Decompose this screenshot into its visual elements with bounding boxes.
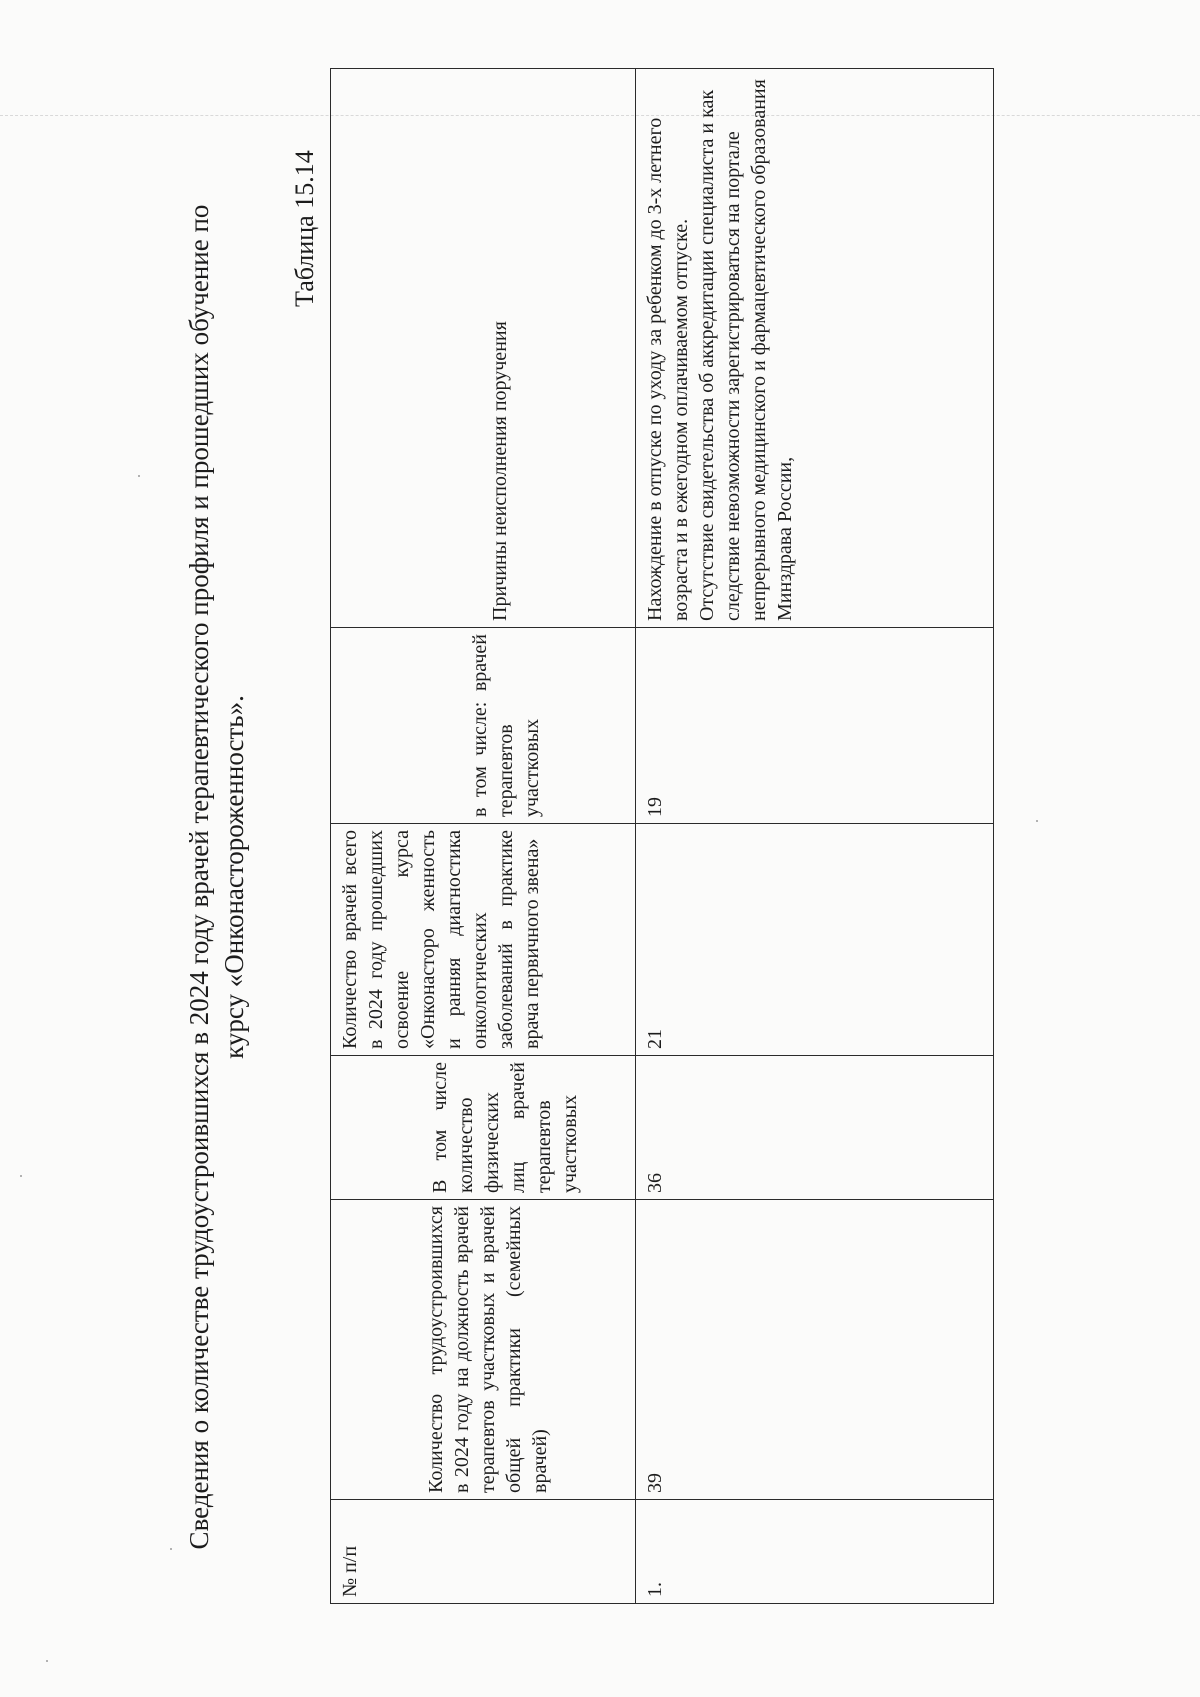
cell-trained-total: 21 <box>636 824 994 1056</box>
cell-reasons: Нахождение в отпуске по уходу за ребенком до 3-х летнего возраста и в ежегодном оплачиваемом отпуске. Отсутствие свидетельства об аккредитации специалиста и как следствие невозможности зарегистрироваться на портале непрерывного медицинского и фармацевтического образования Минздрава России, <box>636 69 994 628</box>
header-text: Количество трудоустроившихся в 2024 году на должность врачей терапевтов участковых и врачей общей практики (семейных врачей) <box>425 1206 551 1493</box>
data-table <box>330 68 994 1604</box>
header-cell-number <box>331 1500 636 1604</box>
cell-employed: 39 <box>636 1200 994 1500</box>
cell-of-which-therapists: 36 <box>636 1056 994 1200</box>
header-cell-therapists <box>331 1056 636 1200</box>
header-text: Причины неисполнения поручения <box>489 321 511 621</box>
table-row <box>636 69 994 1604</box>
header-cell-employed <box>331 1200 636 1500</box>
header-text: Количество врачей всего в 2024 году прошедших освоение курса «Онконасторо женность и ранняя диагностика онкологических заболеваний в практике врача первичного звена» <box>339 830 543 1049</box>
header-cell-trained-total <box>331 824 636 1056</box>
header-text: № п/п <box>339 1545 361 1597</box>
cell-trained-therapists: 19 <box>636 628 994 824</box>
cell-number: 1. <box>636 1500 994 1604</box>
table-label: Таблица 15.14 <box>290 150 319 307</box>
table-header-row <box>331 69 636 1604</box>
header-cell-reasons <box>331 69 636 628</box>
header-text: в том числе: врачей терапевтов участковых <box>469 634 543 817</box>
document-title: Сведения о количестве трудоустроившихся в 2024 году врачей терапевтического профиля и прошедших обучение по курсу «Онконастороженность». <box>184 204 249 1550</box>
header-text: В том числе количество физических лиц врачей терапевтов участковых <box>429 1062 581 1193</box>
header-cell-trained-therapists <box>331 628 636 824</box>
